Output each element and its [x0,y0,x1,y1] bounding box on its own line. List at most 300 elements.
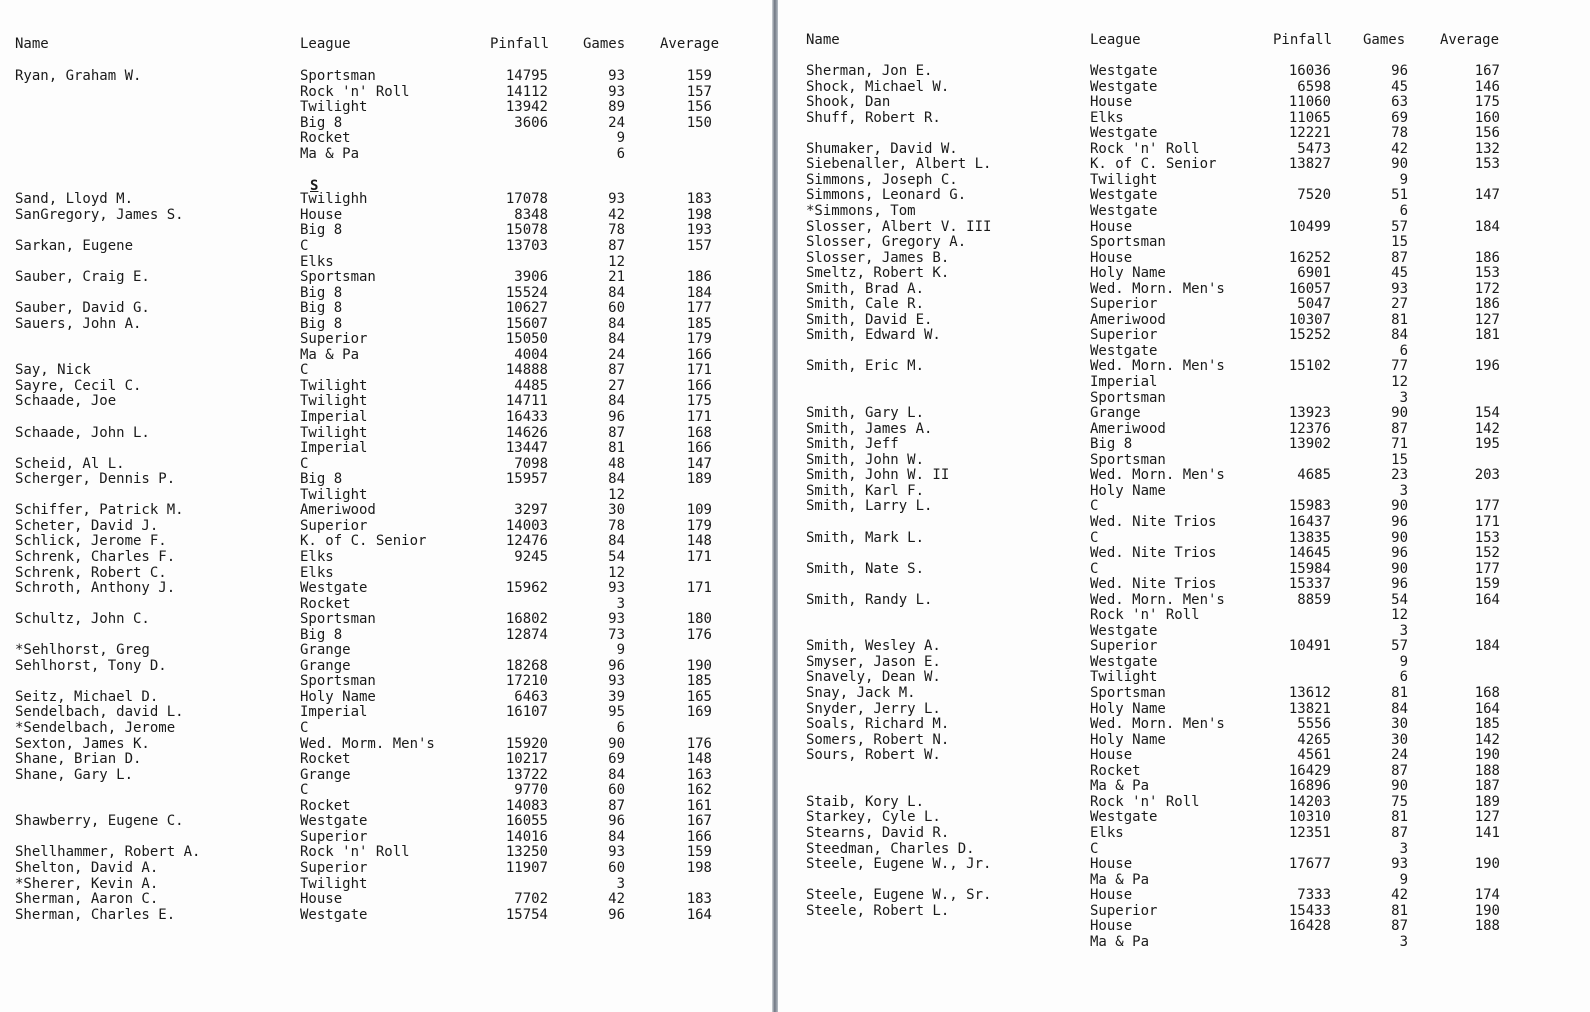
row-average: 109 [686,502,712,519]
row-name: Shuff, Robert R. [806,109,941,126]
row-name: *Sherer, Kevin A. [15,875,159,892]
row-pinfall: 10217 [505,751,548,768]
row-pinfall: 15984 [1288,560,1331,577]
row-name: Shelton, David A. [15,859,159,876]
row-league: C [300,237,309,254]
table-row [778,265,1590,281]
row-average: 168 [1474,685,1500,701]
table-row [0,689,772,705]
row-average: 166 [686,440,712,457]
row-average: 150 [686,114,712,131]
table-row [0,596,772,612]
table-row [778,607,1590,623]
row-name: Smeltz, Robert K. [806,265,950,282]
row-games: 81 [1391,685,1408,701]
row-league: C [1090,498,1099,515]
row-average: 177 [1474,560,1500,577]
row-average: 184 [1474,638,1500,655]
row-pinfall: 13942 [505,99,548,116]
row-games: 60 [608,300,625,317]
table-row [778,887,1590,903]
table-row [0,222,772,238]
row-games: 9 [616,130,625,147]
table-row [0,440,772,456]
row-league: Twilight [300,424,368,441]
right-page [778,0,1590,1012]
table-row [0,502,772,518]
table-row [778,592,1590,608]
table-row [778,872,1590,888]
row-name: Smith, Gary L. [806,405,925,422]
row-pinfall: 16107 [505,704,548,721]
table-row [0,456,772,472]
row-pinfall: 13447 [505,440,548,457]
table-row [778,343,1590,359]
table-row [778,219,1590,235]
table-row [778,638,1590,654]
table-row [778,234,1590,250]
row-games: 45 [1391,265,1408,282]
row-league: House [1090,747,1133,764]
table-row [0,642,772,658]
row-league: Ma & Pa [1090,871,1150,888]
row-pinfall: 13612 [1288,685,1331,701]
row-average: 186 [1474,249,1500,266]
row-games: 27 [608,377,625,394]
row-league: Westgate [1090,78,1158,95]
row-pinfall: 16437 [1288,513,1331,530]
row-games: 42 [1391,140,1408,157]
row-pinfall: 15050 [505,331,548,348]
row-games: 60 [608,782,625,799]
table-row [778,125,1590,141]
row-average: 190 [1474,747,1500,764]
table-row [0,720,772,736]
row-pinfall: 14795 [505,68,548,84]
row-games: 93 [608,673,625,690]
row-pinfall: 16802 [505,611,548,628]
table-row [0,487,772,503]
table-row [0,767,772,783]
row-games: 84 [608,315,625,332]
header-games: Games [1363,32,1406,48]
row-league: Rock 'n' Roll [1090,140,1200,157]
row-name: *Simmons, Tom [806,202,916,219]
row-name: *Sehlhorst, Greg [15,642,150,659]
row-league: Sportsman [1090,389,1166,406]
row-games: 3 [1399,933,1408,950]
table-row [778,110,1590,126]
row-average: 174 [1474,887,1500,904]
table-row [0,362,772,378]
row-games: 96 [1391,513,1408,530]
row-games: 57 [1391,218,1408,235]
row-name: Scherger, Dennis P. [15,471,176,488]
row-games: 84 [1391,327,1408,344]
row-pinfall: 13821 [1288,700,1331,717]
row-league: Big 8 [300,284,343,301]
row-games: 3 [616,595,625,612]
table-row [778,918,1590,934]
row-games: 87 [608,424,625,441]
row-name: Say, Nick [15,362,91,379]
row-pinfall: 14711 [505,393,548,410]
row-games: 3 [1399,622,1408,639]
row-pinfall: 14112 [505,83,548,100]
row-name: Smith, Karl F. [806,482,925,499]
row-league: Ma & Pa [300,346,360,363]
row-league: C [300,782,309,799]
row-pinfall: 4265 [1297,731,1331,748]
row-games: 95 [608,704,625,721]
table-row [778,763,1590,779]
row-league: Rocket [300,130,351,147]
row-average: 198 [686,859,712,876]
row-pinfall: 10310 [1288,809,1331,826]
row-average: 166 [686,377,712,394]
row-games: 96 [1391,63,1408,79]
row-average: 127 [1474,809,1500,826]
table-row [0,68,772,84]
row-pinfall: 12476 [505,533,548,550]
row-pinfall: 8859 [1297,591,1331,608]
row-name: Snay, Jack M. [806,685,916,701]
row-league: K. of C. Senior [1090,156,1217,173]
row-name: Steele, Eugene W., Sr. [806,887,992,904]
row-games: 48 [608,455,625,472]
row-name: Schlick, Jerome F. [15,533,167,550]
row-league: Westgate [1090,125,1158,142]
table-row [778,716,1590,732]
row-league: Grange [1090,405,1141,422]
row-league: Rocket [300,751,351,768]
row-league: House [1090,887,1133,904]
row-average: 152 [1474,545,1500,562]
row-name: Simmons, Joseph C. [806,171,958,188]
row-league: House [1090,249,1133,266]
row-games: 12 [608,486,625,503]
row-average: 172 [1474,280,1500,297]
row-games: 9 [616,642,625,659]
row-league: Twilight [300,377,368,394]
row-name: Schroth, Anthony J. [15,580,176,597]
table-row [0,813,772,829]
row-league: Sportsman [1090,234,1166,251]
table-row [0,115,772,131]
row-league: Big 8 [300,222,343,239]
row-average: 146 [1474,78,1500,95]
row-games: 9 [1399,171,1408,188]
row-pinfall: 13250 [505,844,548,861]
table-row [0,378,772,394]
row-average: 180 [686,611,712,628]
table-row [778,187,1590,203]
row-games: 93 [608,191,625,208]
row-league: Ameriwood [1090,420,1166,437]
row-pinfall: 16428 [1288,918,1331,935]
row-name: Stearns, David R. [806,824,950,841]
row-name: Smith, John W. II [806,467,950,484]
row-name: Smith, Nate S. [806,560,925,577]
row-name: Smith, Larry L. [806,498,933,515]
row-average: 161 [686,797,712,814]
row-name: Siebenaller, Albert L. [806,156,992,173]
row-league: Elks [300,564,334,581]
row-league: C [300,720,309,736]
row-pinfall: 6463 [514,688,548,705]
row-games: 27 [1391,296,1408,313]
row-league: Westgate [300,906,368,923]
row-league: Holy Name [1090,482,1166,499]
row-games: 9 [1399,871,1408,888]
table-row [778,405,1590,421]
row-games: 12 [608,253,625,270]
right-column-headers [778,32,1590,48]
row-games: 42 [1391,887,1408,904]
row-league: Wed. Morn. Men's [1090,358,1225,375]
row-league: C [300,362,309,379]
row-average: 165 [686,688,712,705]
row-games: 6 [1399,669,1408,686]
row-name: Sehlhorst, Tony D. [15,657,167,674]
row-name: Scheter, David J. [15,517,159,534]
row-games: 6 [616,145,625,162]
row-average: 157 [686,237,712,254]
row-games: 84 [608,533,625,550]
table-row [778,436,1590,452]
table-row [778,172,1590,188]
row-league: Rock 'n' Roll [1090,793,1200,810]
table-row [778,561,1590,577]
row-pinfall: 17078 [505,191,548,208]
row-games: 87 [1391,420,1408,437]
table-row [778,498,1590,514]
row-league: House [1090,218,1133,235]
row-name: Smith, Eric M. [806,358,925,375]
row-name: Schrenk, Robert C. [15,564,167,581]
row-games: 93 [608,83,625,100]
table-row [778,732,1590,748]
table-row [778,296,1590,312]
row-average: 153 [1474,265,1500,282]
row-games: 90 [1391,560,1408,577]
row-name: Slosser, James B. [806,249,950,266]
row-average: 176 [686,735,712,752]
row-name: Smyser, Jason E. [806,653,941,670]
row-name: Smith, James A. [806,420,933,437]
row-games: 75 [1391,793,1408,810]
row-games: 96 [1391,576,1408,593]
table-row [0,207,772,223]
row-league: Westgate [300,580,368,597]
row-games: 96 [608,657,625,674]
row-average: 148 [686,751,712,768]
row-league: Big 8 [300,315,343,332]
header-name: Name [806,32,840,48]
row-games: 6 [1399,342,1408,359]
table-row [0,425,772,441]
row-pinfall: 16433 [505,409,548,425]
row-league: C [1090,529,1099,546]
row-name: Somers, Robert N. [806,731,950,748]
row-games: 96 [608,409,625,425]
header-league: League [300,36,351,52]
row-games: 84 [608,393,625,410]
header-pinfall: Pinfall [1273,32,1333,48]
row-name: Sours, Robert W. [806,747,941,764]
row-pinfall: 14003 [505,517,548,534]
row-pinfall: 15983 [1288,498,1331,515]
row-pinfall: 5047 [1297,296,1331,313]
row-pinfall: 14016 [505,828,548,845]
row-games: 30 [1391,731,1408,748]
row-league: Ameriwood [300,502,376,519]
header-average: Average [1440,32,1500,48]
row-average: 167 [1474,63,1500,79]
row-pinfall: 12874 [505,626,548,643]
row-pinfall: 4685 [1297,467,1331,484]
row-pinfall: 15433 [1288,902,1331,919]
row-average: 156 [1474,125,1500,142]
row-pinfall: 15607 [505,315,548,332]
row-games: 42 [608,891,625,908]
row-average: 162 [686,782,712,799]
row-average: 154 [1474,405,1500,422]
table-row [778,794,1590,810]
row-league: Big 8 [300,114,343,131]
row-games: 81 [1391,311,1408,328]
row-league: House [1090,918,1133,935]
table-row [778,778,1590,794]
row-league: Twilight [300,99,368,116]
row-name: Slosser, Albert V. III [806,218,992,235]
row-pinfall: 16252 [1288,249,1331,266]
row-pinfall: 4485 [514,377,548,394]
table-row [0,393,772,409]
row-name: Steele, Eugene W., Jr. [806,856,992,873]
row-league: Wed. Nite Trios [1090,513,1217,530]
row-average: 166 [686,346,712,363]
row-games: 69 [608,751,625,768]
row-pinfall: 3606 [514,114,548,131]
row-name: Snavely, Dean W. [806,669,941,686]
row-average: 188 [1474,762,1500,779]
table-row [0,99,772,115]
row-league: Ameriwood [1090,311,1166,328]
row-games: 84 [608,471,625,488]
row-pinfall: 13827 [1288,156,1331,173]
row-pinfall: 15078 [505,222,548,239]
row-average: 190 [1474,856,1500,873]
row-league: Sportsman [1090,685,1166,701]
table-row [778,483,1590,499]
row-league: Twilight [1090,171,1158,188]
row-average: 179 [686,517,712,534]
table-row [0,798,772,814]
row-league: Grange [300,657,351,674]
row-average: 127 [1474,311,1500,328]
table-row [778,623,1590,639]
table-row [0,907,772,923]
row-average: 188 [1474,918,1500,935]
row-league: Twilight [300,875,368,892]
row-games: 12 [608,564,625,581]
row-league: Ma & Pa [300,145,360,162]
row-pinfall: 13902 [1288,436,1331,453]
row-pinfall: 15252 [1288,327,1331,344]
row-name: Sauber, Craig E. [15,269,150,286]
row-name: Starkey, Cyle L. [806,809,941,826]
table-row [778,156,1590,172]
row-average: 159 [1474,576,1500,593]
row-pinfall: 16896 [1288,778,1331,795]
row-pinfall: 13835 [1288,529,1331,546]
row-pinfall: 7098 [514,455,548,472]
row-league: Superior [300,331,368,348]
header-average: Average [660,36,720,52]
row-average: 142 [1474,731,1500,748]
row-games: 93 [608,844,625,861]
row-games: 73 [608,626,625,643]
row-games: 30 [1391,716,1408,733]
row-league: Rock 'n' Roll [300,844,410,861]
row-pinfall: 14203 [1288,793,1331,810]
table-row [0,844,772,860]
row-league: Westgate [1090,342,1158,359]
table-row [0,891,772,907]
section-letter: S [310,178,319,194]
row-games: 93 [608,580,625,597]
row-games: 24 [608,114,625,131]
row-games: 9 [1399,653,1408,670]
row-average: 176 [686,626,712,643]
row-pinfall: 14626 [505,424,548,441]
row-league: Westgate [1090,63,1158,79]
row-games: 3 [616,875,625,892]
row-games: 90 [608,735,625,752]
row-name: Sauber, David G. [15,300,150,317]
row-name: Steedman, Charles D. [806,840,975,857]
row-games: 57 [1391,638,1408,655]
row-league: House [1090,856,1133,873]
row-league: Imperial [300,704,368,721]
row-league: Imperial [300,440,368,457]
table-row [0,130,772,146]
row-name: Sexton, James K. [15,735,150,752]
row-games: 96 [608,813,625,830]
row-name: Shock, Michael W. [806,78,950,95]
header-pinfall: Pinfall [490,36,550,52]
row-name: Sendelbach, david L. [15,704,184,721]
row-league: Superior [300,828,368,845]
row-league: Twilighh [300,191,368,208]
header-league: League [1090,32,1141,48]
row-name: Shellhammer, Robert A. [15,844,201,861]
table-row [0,580,772,596]
row-pinfall: 15957 [505,471,548,488]
row-pinfall: 16057 [1288,280,1331,297]
row-league: Twilight [300,486,368,503]
row-average: 181 [1474,327,1500,344]
table-row [0,300,772,316]
table-row [778,530,1590,546]
row-pinfall: 9245 [514,548,548,565]
row-league: Wed. Morn. Men's [1090,280,1225,297]
table-row [778,654,1590,670]
row-games: 84 [608,331,625,348]
table-row [778,856,1590,872]
table-row [0,409,772,425]
